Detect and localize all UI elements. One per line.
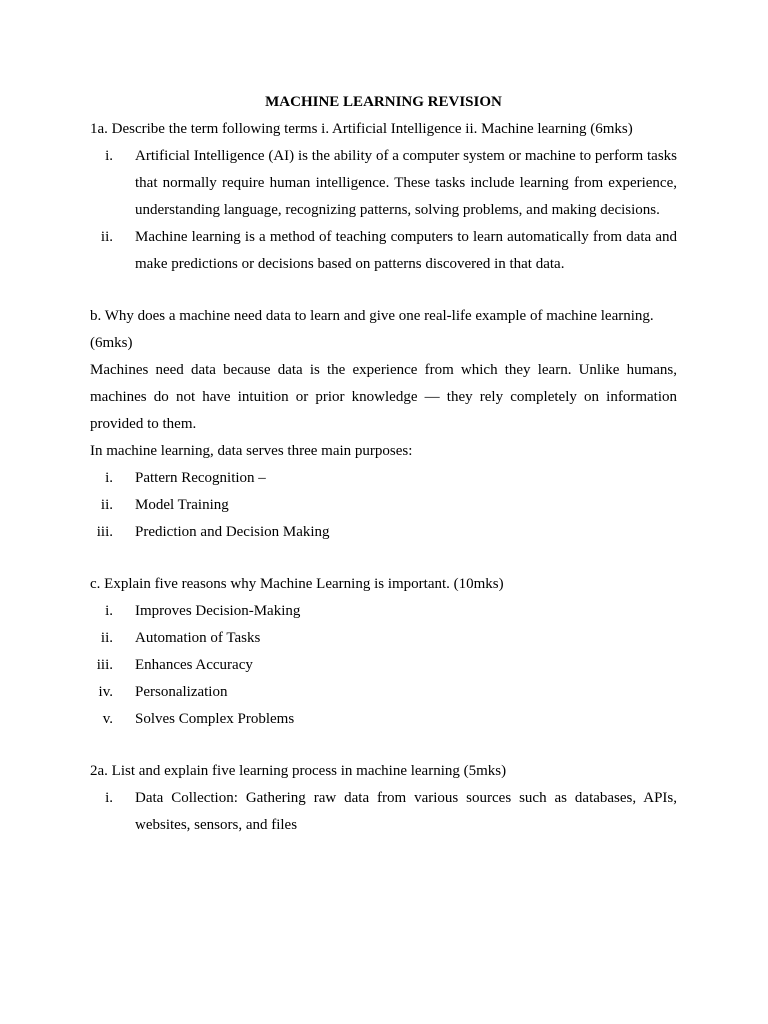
list-item-text: Prediction and Decision Making: [135, 524, 330, 540]
section-spacer: [90, 546, 677, 571]
list-item: [90, 492, 677, 519]
list-item: [90, 224, 677, 278]
section-spacer: [90, 278, 677, 303]
question-1c: c. Explain five reasons why Machine Learning is important. (10mks): [90, 576, 504, 592]
list-item-number: ii.: [100, 630, 113, 646]
list-item: [90, 598, 677, 625]
question-2a: 2a. List and explain five learning process in machine learning (5mks): [90, 763, 507, 779]
list-item-number: i.: [105, 148, 113, 164]
answer-list-1b: [90, 465, 677, 546]
list-item-number: ii.: [100, 229, 113, 245]
document-body: [90, 89, 677, 839]
question-1b: b. Why does a machine need data to learn and give one real-life example of machine learning. (6mks): [90, 308, 654, 351]
list-item-number: iii.: [96, 524, 113, 540]
list-item: [90, 652, 677, 679]
list-item: [90, 785, 677, 839]
list-item-number: i.: [105, 603, 113, 619]
list-item: [90, 679, 677, 706]
list-item-number: iii.: [96, 657, 113, 673]
list-item-text: Solves Complex Problems: [135, 711, 295, 727]
list-item-text: Personalization: [135, 684, 228, 700]
list-item-text: Data Collection: Gathering raw data from various sources such as databases, APIs, websites, sensors, and files: [135, 790, 677, 833]
answer-intro-1b: In machine learning, data serves three main purposes:: [90, 443, 413, 459]
list-item-text: Automation of Tasks: [135, 630, 261, 646]
list-item-number: v.: [102, 711, 113, 727]
answer-paragraph-1b: Machines need data because data is the experience from which they learn. Unlike humans, machines do not have intuition or prior knowledge — they rely completely on information provided to them.: [90, 362, 677, 432]
section-spacer: [90, 733, 677, 758]
list-item-number: i.: [105, 470, 113, 486]
answer-list-2a: [90, 785, 677, 839]
list-item-number: ii.: [100, 497, 113, 513]
list-item-text: Pattern Recognition –: [135, 470, 266, 486]
list-item-text: Artificial Intelligence (AI) is the ability of a computer system or machine to perform tasks that normally require human intelligence. These tasks include learning from experience, understanding language, recognizing patterns, solving problems, and making decisions.: [135, 148, 677, 218]
list-item-text: Enhances Accuracy: [135, 657, 253, 673]
answer-list-1c: [90, 598, 677, 733]
list-item: [90, 706, 677, 733]
list-item-number: iv.: [98, 684, 113, 700]
list-item-number: i.: [105, 790, 113, 806]
question-1a: 1a. Describe the term following terms i. Artificial Intelligence ii. Machine learning (6mks): [90, 121, 633, 137]
list-item-text: Model Training: [135, 497, 229, 513]
list-item-text: Machine learning is a method of teaching computers to learn automatically from data and make predictions or decisions based on patterns discovered in that data.: [135, 229, 677, 272]
list-item: [90, 625, 677, 652]
document-title: MACHINE LEARNING REVISION: [265, 94, 502, 110]
list-item-text: Improves Decision-Making: [135, 603, 301, 619]
answer-list-1a: [90, 143, 677, 278]
list-item: [90, 465, 677, 492]
list-item: [90, 143, 677, 224]
list-item: [90, 519, 677, 546]
